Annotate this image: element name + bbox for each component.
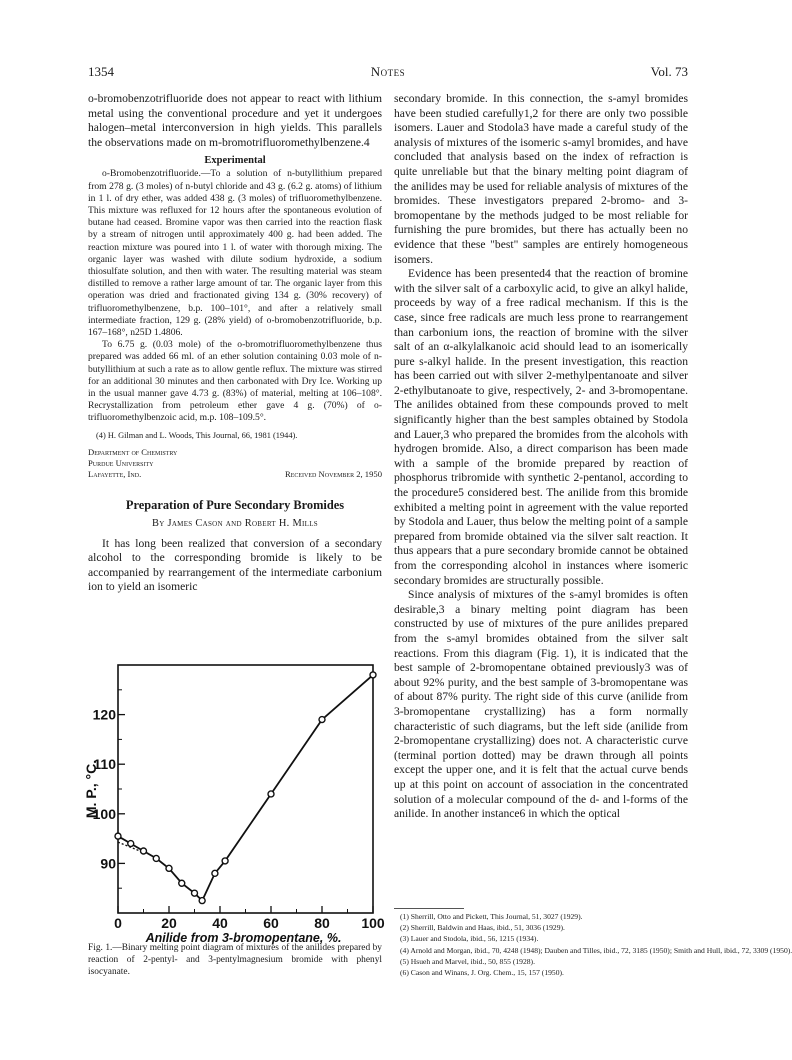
article-authors: By James Cason and Robert H. Mills bbox=[152, 517, 318, 529]
volume-number: Vol. 73 bbox=[650, 64, 688, 79]
data-point bbox=[212, 870, 218, 876]
footnote-rule bbox=[394, 908, 464, 909]
data-point bbox=[319, 717, 325, 723]
affiliation-block bbox=[88, 447, 382, 480]
data-point bbox=[153, 855, 159, 861]
data-point bbox=[141, 848, 147, 854]
x-tick-label: 60 bbox=[263, 915, 279, 931]
footnote-4: (4) H. Gilman and L. Woods, This Journal, 66, 1981 (1944). bbox=[96, 430, 298, 440]
data-point bbox=[268, 791, 274, 797]
data-point bbox=[166, 865, 172, 871]
y-axis-title: M. P., °C. bbox=[83, 759, 99, 819]
x-tick-label: 0 bbox=[114, 915, 122, 931]
footnote-3: (3) Lauer and Stodola, ibid., 56, 1215 (1934). bbox=[400, 934, 539, 944]
left-column bbox=[88, 92, 382, 595]
y-tick-label: 110 bbox=[93, 756, 116, 773]
y-tick-label: 120 bbox=[92, 706, 116, 723]
x-tick-label: 80 bbox=[314, 915, 330, 931]
melting-point-figure bbox=[83, 651, 385, 946]
data-point bbox=[128, 841, 134, 847]
page-header bbox=[88, 64, 688, 80]
page-number: 1354 bbox=[88, 64, 114, 79]
data-point bbox=[192, 890, 198, 896]
section-title: Notes bbox=[370, 64, 406, 79]
melting-point-chart bbox=[83, 651, 385, 945]
received-date: Received November 2, 1950 bbox=[284, 468, 382, 479]
article-first-paragraph: It has long been realized that conversion of a secondary alcohol to the corresponding bromide is likely to be accompanied by rearrangement of the intermediate carbonium ion to yield an isomeric bbox=[88, 536, 382, 594]
x-tick-label: 40 bbox=[212, 915, 228, 931]
affiliation-university: Purdue University bbox=[88, 457, 154, 468]
plot-frame bbox=[118, 665, 373, 913]
intro-paragraph: o-bromobenzotrifluoride does not appear to react with lithium metal using the conventional procedure and yet it undergoes halogen–metal interconversion in high yields. This parallels the observations made on m-bromotrifluoromethylbenzene.4 bbox=[88, 92, 382, 149]
data-point bbox=[115, 833, 121, 839]
figure-caption: Fig. 1.—Binary melting point diagram of mixtures of the anilides prepared by reaction of 2-pentyl- and 3-pentylmagnesium bromide with phenyl isocyanate. bbox=[88, 943, 382, 977]
right-paragraph-3: Since analysis of mixtures of the s-amyl bromides is often desirable,3 a binary melting point diagram has been constructed by use of mixtures of the pure anilides prepared from the s-amyl bromides obtained from the silver salt reactions. From this diagram (Fig. 1), it is indicated that the best sample of 2-bromopentane obtained previously3 was of about 92% purity, and the best sample of 3-bromopentane was of about 87% purity. The right side of this curve (anilide from 3-bromopentane crystallizing) has a form normally characteristic of such diagrams, but the left side (anilide from 2-bromopentane crystallizing) does not. A characteristic curve (terminal portion dotted) may be drawn through all points except the upper one, and it is felt that the actual curve bends up at this point on account of association in the concentrated solution of a molecular compound of the d- and l-forms of the anilide. In another instance6 in which the optical bbox=[394, 588, 688, 821]
y-tick-label: 100 bbox=[92, 805, 116, 822]
x-axis-title: Anilide from 3-bromopentane, %. bbox=[145, 931, 342, 945]
melting-point-curve bbox=[118, 675, 373, 901]
footnote-6: (6) Cason and Winans, J. Org. Chem., 15, 157 (1950). bbox=[400, 968, 564, 978]
affiliation-row bbox=[88, 469, 382, 480]
footnotes-block bbox=[394, 908, 792, 978]
x-tick-label: 100 bbox=[361, 915, 385, 931]
experimental-heading: Experimental bbox=[204, 155, 266, 167]
x-tick-label: 20 bbox=[161, 915, 177, 931]
article-title: Preparation of Pure Secondary Bromides bbox=[125, 497, 345, 512]
experimental-paragraph-1: o-Bromobenzotrifluoride.—To a solution of n-butyllithium prepared from 278 g. (3 moles) of n-butyl chloride and 43 g. (6.2 g. atoms) of lithium in 1 l. of dry ether, was added 438 g. (3 moles) of trifluoromethylbenzene. This mixture was refluxed for 12 hours after the spontaneous evolution of butane had ceased. Bromine vapor was then carried into the reaction flask by a stream of nitrogen until approximately 400 g. had been added. The reaction mixture was poured into 1 l. of water with thorough mixing. The organic layer was washed with dilute sodium hydroxide, a sodium thiosulfate solution, and then with water. The resulting material was steam distilled to remove a rather large amount of tar. The organic layer from this operation was dried and fractionated giving 134 g. (30% recovery) of trifluoromethylbenzene, b.p. 100–101°, and after a relatively small intermediate fraction, 129 g. (28% yield) of o-bromobenzotrifluoride, b.p. 167–168°, n25D 1.4806. bbox=[88, 168, 382, 339]
right-paragraph-2: Evidence has been presented4 that the reaction of bromine with the silver salt of a carboxylic acid, to give an alkyl halide, proceeds by way of a free radical mechanism. If this is the case, since free radicals are much less prone to rearrangement than carbonium ions, the reaction of bromine with the silver salt of an α-alkylalkanoic acid should lead to an isomerically pure s-alkyl halide. In the present investigation, this reaction has been carried out with silver 2-methylpentanoate and silver 2-ethylbutanoate to give, respectively, 2- and 3-bromopentane. The anilides obtained from these compounds proved to melt significantly higher than the best samples obtained by Stodola and Lauer,3 who prepared the bromides from the alcohols with hydrogen bromide. Also, a direct comparison has been made with a sample of the bromide prepared by reaction of phosphorus tribromide with synthetic 2-pentanol, according to the procedure5 considered best. The anilide from this bromide exhibited a melting point in agreement with the value reported by Stodola and Lauer, thus below the melting point of a sample prepared from bromide obtained via the silver salt reaction. It thus appears that a pure secondary bromide cannot be obtained from the corresponding alcohol in instances where isomeric secondary bromides are structurally possible. bbox=[394, 267, 688, 587]
data-point bbox=[179, 880, 185, 886]
footnote-2: (2) Sherrill, Baldwin and Haas, ibid., 51, 3036 (1929). bbox=[400, 923, 565, 933]
affiliation-city: Lafayette, Ind. bbox=[88, 468, 142, 479]
footnote-1: (1) Sherrill, Otto and Pickett, This Journal, 51, 3027 (1929). bbox=[400, 912, 583, 921]
y-tick-label: 90 bbox=[100, 855, 116, 872]
data-point bbox=[370, 672, 376, 678]
experimental-paragraph-2: To 6.75 g. (0.03 mole) of the o-bromotrifluoromethylbenzene thus prepared was added 66 ml. of an ether solution containing 0.03 mole of n-butyllithium at such a rate as to allow gentle reflux. The mixture was stirred for an additional 30 minutes and then carbonated with Dry Ice. Working up in the usual manner gave 4.73 g. (83%) of material, melting at 106–108°. Recrystallization from petroleum ether gave 4 g. (70%) of o-trifluoromethylbenzoic acid, m.p. 108–109.5°. bbox=[88, 339, 382, 424]
footnote-5: (5) Hsueh and Marvel, ibid., 50, 855 (1928). bbox=[400, 956, 535, 966]
right-paragraph-1: secondary bromide. In this connection, the s-amyl bromides have been studied carefully1,2 for there are only two possible isomers. Lauer and Stodola3 have made a careful study of the analysis of mixtures of the isomeric s-amyl bromides, and have concluded that analysis based on the index of refraction is quite unreliable but that the binary melting point diagram of the anilides may be used for reliable analysis of mixtures of the bromides. These investigators prepared 2-bromo- and 3-bromopentane by the methods judged to be most reliable for furnishing the pure bromides, but there has actually been no evidence that these "best" samples are entirely homogeneous isomers. bbox=[394, 92, 688, 266]
footnote-4-right: (4) Arnold and Morgan, ibid., 70, 4248 (1948); Dauben and Tilles, ibid., 72, 3185 (1950); Smith and Hull, ibid., 72, 3309 (1950). bbox=[400, 945, 792, 955]
right-column bbox=[394, 92, 688, 822]
affiliation-department: Department of Chemistry bbox=[88, 446, 178, 457]
data-point bbox=[222, 858, 228, 864]
data-point bbox=[199, 898, 205, 904]
